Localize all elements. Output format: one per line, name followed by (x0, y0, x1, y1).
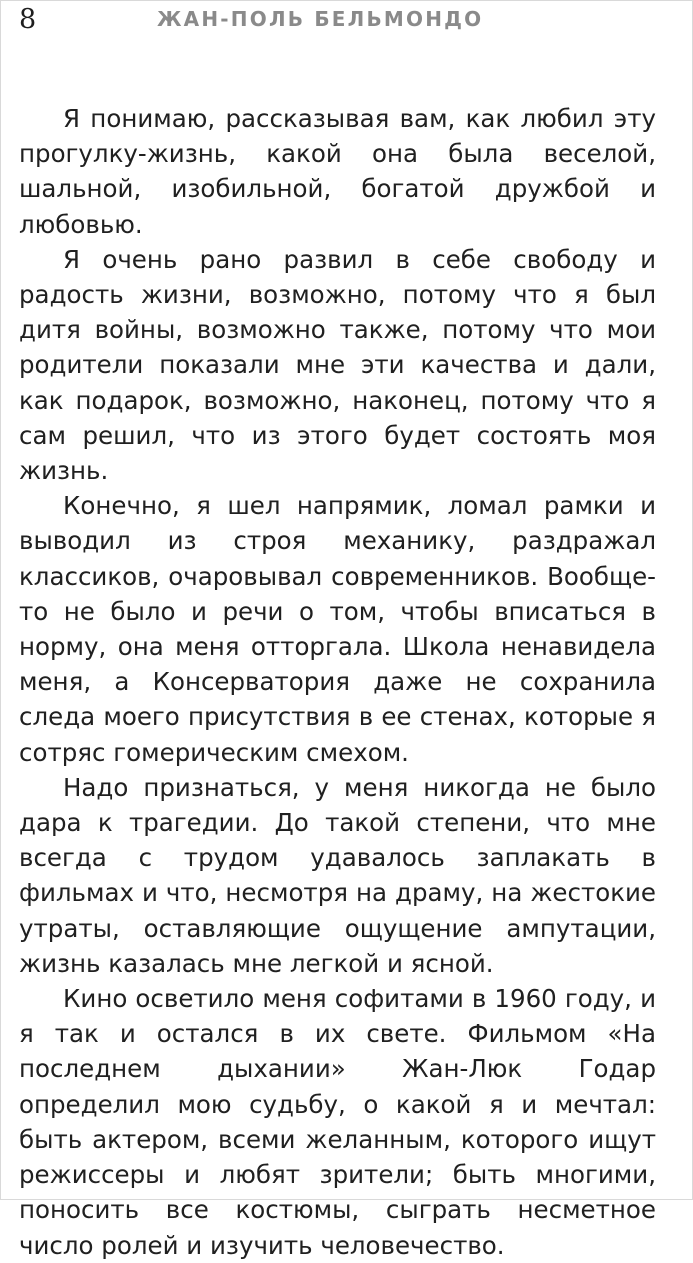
page-number: 8 (19, 4, 37, 35)
paragraph: Я понимаю, рассказывая вам, как любил эту прогулку-жизнь, какой она была веселой, шальной, изобильной, богатой дружбой и любовью. (19, 104, 656, 239)
paragraph: Я очень рано развил в себе свободу и радость жизни, возможно, потому что я был дитя войны, возможно также, потому что мои родители показали мне эти качества и дали, как подарок, возможно, наконец, потому что я сам решил, что из этого будет состоять моя жизнь. (19, 244, 656, 486)
paragraph: Кино осветило меня софитами в 1960 году, и я так и остался в их свете. Фильмом «На последнем дыхании» Жан-Люк Годар определил мою судьбу, о какой я и мечтал: быть актером, всеми желанным, которого ищут режиссеры и любят зрители; быть многими, поносить все костюмы, сыграть несметное число ролей и изучить человечество. (19, 984, 656, 1260)
paragraph: Конечно, я шел напрямик, ломал рамки и выводил из строя механику, раздражал классиков, очаровывал современников. Вообще-то не было и речи о том, чтобы вписаться в норму, она меня отторгала. Школа ненавидела меня, а Консерватория даже не сохранила следа моего присутствия в ее стенах, которые я сотряс гомерическим смехом. (19, 491, 656, 767)
paragraph: Надо признаться, у меня никогда не было дара к трагедии. До такой степени, что мне всегда с трудом удавалось заплакать в фильмах и что, несмотря на драму, на жестокие утраты, оставляющие ощущение ампутации, жизнь казалась мне легкой и ясной. (19, 772, 656, 978)
running-title: ЖАН-ПОЛЬ БЕЛЬМОНДО (157, 7, 484, 31)
running-header (19, 5, 674, 35)
body-text (19, 101, 656, 1263)
